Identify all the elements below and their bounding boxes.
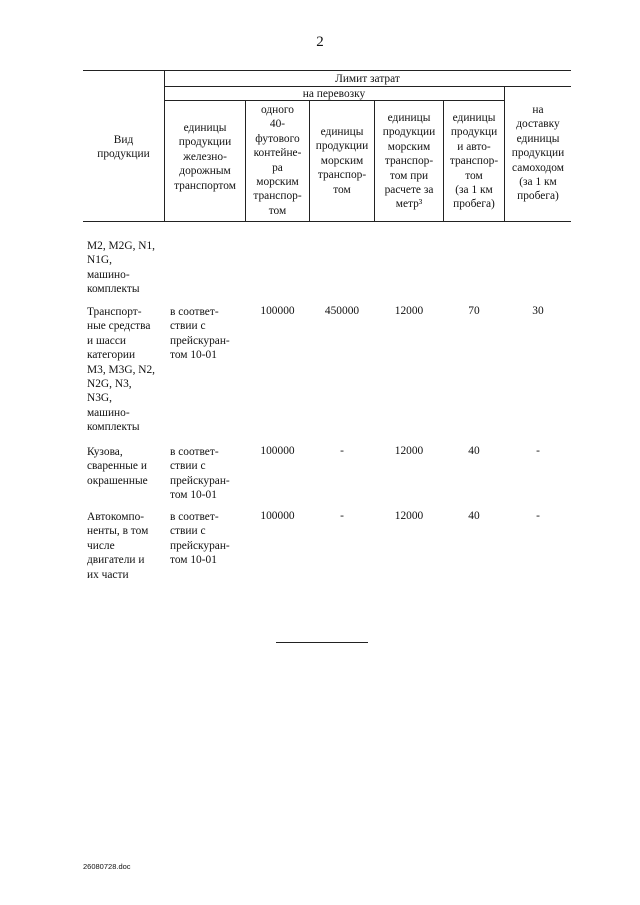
- row-product: Кузова, сваренные и окрашенные: [87, 446, 148, 487]
- row-self: 30: [532, 305, 544, 317]
- header-auto: единицы продукци и авто- транспор- том (за 1 км пробега): [449, 112, 499, 211]
- footer-filename: 26080728.doc: [83, 862, 131, 871]
- row-rail: в соответ- ствии с прейскуран- том 10-01: [170, 511, 230, 567]
- row-self: -: [536, 445, 540, 457]
- row-sea-unit: 450000: [324, 305, 360, 317]
- row-sea-volume: 12000: [394, 510, 424, 522]
- row-container: 100000: [260, 305, 295, 317]
- header-transport: на перевозку: [302, 88, 366, 100]
- row-product: Транспорт- ные средства и шасси категории М3, M3G, N2, N2G, N3, N3G, машино- комплекты: [87, 306, 156, 434]
- header-product: Вид продукции: [97, 134, 150, 161]
- row-sea-volume: 12000: [394, 305, 424, 317]
- row-auto: 70: [468, 305, 480, 317]
- row-product: М2, M2G, N1, N1G, машино- комплекты: [87, 240, 156, 296]
- closing-separator: [276, 642, 368, 643]
- row-container: 100000: [260, 510, 295, 522]
- header-sea-unit: единицы продукции морским транспор- том: [315, 126, 369, 196]
- header-self: на доставку единицы продукции самоходом (за 1 км пробега): [511, 104, 565, 203]
- row-sea-unit: -: [340, 445, 344, 457]
- page-number: 2: [316, 34, 324, 50]
- row-auto: 40: [468, 445, 480, 457]
- header-bottom-rule: [83, 221, 571, 222]
- header-container: одного 40- футового контейне- ра морским транспор- том: [253, 104, 302, 217]
- row-container: 100000: [260, 445, 295, 457]
- header-limit: Лимит затрат: [335, 73, 400, 85]
- row-auto: 40: [468, 510, 480, 522]
- header-rail: единицы продукции железно- дорожным транспортом: [174, 122, 236, 192]
- row-product: Автокомпо- ненты, в том числе двигатели и их части: [87, 511, 149, 581]
- row-rail: в соответ- ствии с прейскуран- том 10-01: [170, 306, 230, 362]
- row-sea-volume: 12000: [394, 445, 424, 457]
- header-sea-volume: единицы продукции морским транспор- том при расчете за метр³: [382, 112, 436, 211]
- table-top-rule: [83, 70, 571, 71]
- row-sea-unit: -: [340, 510, 344, 522]
- row-self: -: [536, 510, 540, 522]
- row-rail: в соответ- ствии с прейскуран- том 10-01: [170, 446, 230, 502]
